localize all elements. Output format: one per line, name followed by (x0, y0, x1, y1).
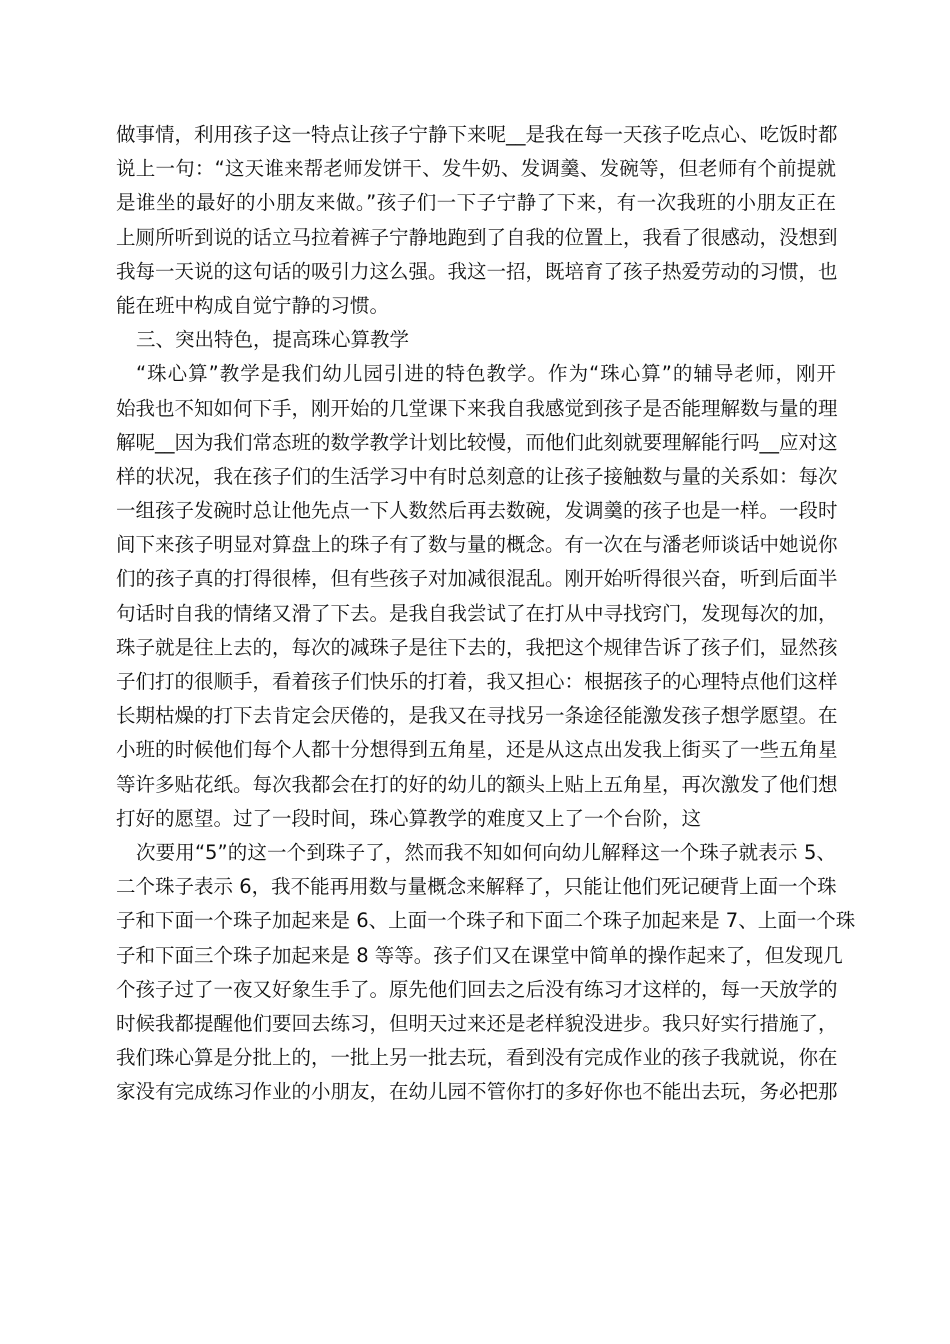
text-line: 家没有完成练习作业的小朋友，在幼儿园不管你打的多好你也不能出去玩，务必把那 (116, 1080, 838, 1104)
text-line: 时候我都提醒他们要回去练习，但明天过来还是老样貌没进步。我只好实行措施了， (116, 1011, 838, 1035)
section-heading: 三、突出特色，提高珠心算教学 (136, 328, 410, 352)
text-line: 我每一天说的这句话的吸引力这么强。我这一招，既培育了孩子热爱劳动的习惯，也 (116, 259, 838, 283)
text-line: 做事情，利用孩子这一特点让孩子宁静下来呢__是我在每一天孩子吃点心、吃饭时都 (116, 123, 838, 146)
text-line: 句话时自我的情绪又滑了下去。是我自我尝试了在打从中寻找窍门，发现每次的加， (116, 601, 838, 625)
text-line: 是谁坐的最好的小朋友来做。”孩子们一下子宁静了下来，有一次我班的小朋友正在 (116, 191, 836, 215)
text-line: 小班的时候他们每个人都十分想得到五角星，还是从这点出发我上街买了一些五角星 (116, 738, 838, 762)
text-line: 二个珠子表示 6，我不能再用数与量概念来解释了，只能让他们死记硬背上面一个珠 (116, 875, 837, 899)
text-line: 间下来孩子明显对算盘上的珠子有了数与量的概念。有一次在与潘老师谈话中她说你 (116, 533, 838, 557)
text-line: 个孩子过了一夜又好象生手了。原先他们回去之后没有练习才这样的，每一天放学的 (116, 977, 838, 1001)
document-body (116, 118, 856, 1109)
text-line: 打好的愿望。过了一段时间，珠心算教学的难度又上了一个台阶，这 (116, 806, 702, 830)
text-line: 珠子就是往上去的，每次的减珠子是往下去的，我把这个规律告诉了孩子们，显然孩 (116, 635, 838, 659)
text-line: 子和下面一个珠子加起来是 6、上面一个珠子和下面二个珠子加起来是 7、上面一个珠 (116, 909, 856, 933)
text-line: 一组孩子发碗时总让他先点一下人数然后再去数碗，发调羹的孩子也是一样。一段时 (116, 499, 838, 523)
text-line: 们的孩子真的打得很棒，但有些孩子对加减很混乱。刚开始听得很兴奋，听到后面半 (116, 567, 838, 591)
text-line: 说上一句：“这天谁来帮老师发饼干、发牛奶、发调羹、发碗等，但老师有个前提就 (116, 157, 836, 181)
text-line: 能在班中构成自觉宁静的习惯。 (116, 293, 390, 317)
text-line: 子和下面三个珠子加起来是 8 等等。孩子们又在课堂中简单的操作起来了，但发现几 (116, 943, 843, 967)
text-line: 长期枯燥的打下去肯定会厌倦的，是我又在寻找另一条途径能激发孩子想学愿望。在 (116, 704, 838, 728)
text-line: 上厕所听到说的话立马拉着裤子宁静地跑到了自我的位置上，我看了很感动，没想到 (116, 225, 838, 249)
text-line: 样的状况，我在孩子们的生活学习中有时总刻意的让孩子接触数与量的关系如：每次 (116, 464, 838, 488)
text-line: 始我也不知如何下手，刚开始的几堂课下来我自我感觉到孩子是否能理解数与量的理 (116, 396, 838, 420)
text-line: 等许多贴花纸。每次我都会在打的好的幼儿的额头上贴上五角星，再次激发了他们想 (116, 772, 838, 796)
text-line: 解呢__因为我们常态班的数学教学计划比较慢，而他们此刻就要理解能行吗__应对这 (116, 430, 838, 454)
text-line: “珠心算”教学是我们幼儿园引进的特色教学。作为“珠心算”的辅导老师，刚开 (136, 362, 836, 386)
text-line: 子们打的很顺手，看着孩子们快乐的打着，我又担心：根据孩子的心理特点他们这样 (116, 670, 838, 693)
text-line: 次要用“5”的这一个到珠子了，然而我不知如何向幼儿解释这一个珠子就表示 5、 (136, 840, 836, 864)
text-line: 我们珠心算是分批上的，一批上另一批去玩，看到没有完成作业的孩子我就说，你在 (116, 1046, 838, 1070)
